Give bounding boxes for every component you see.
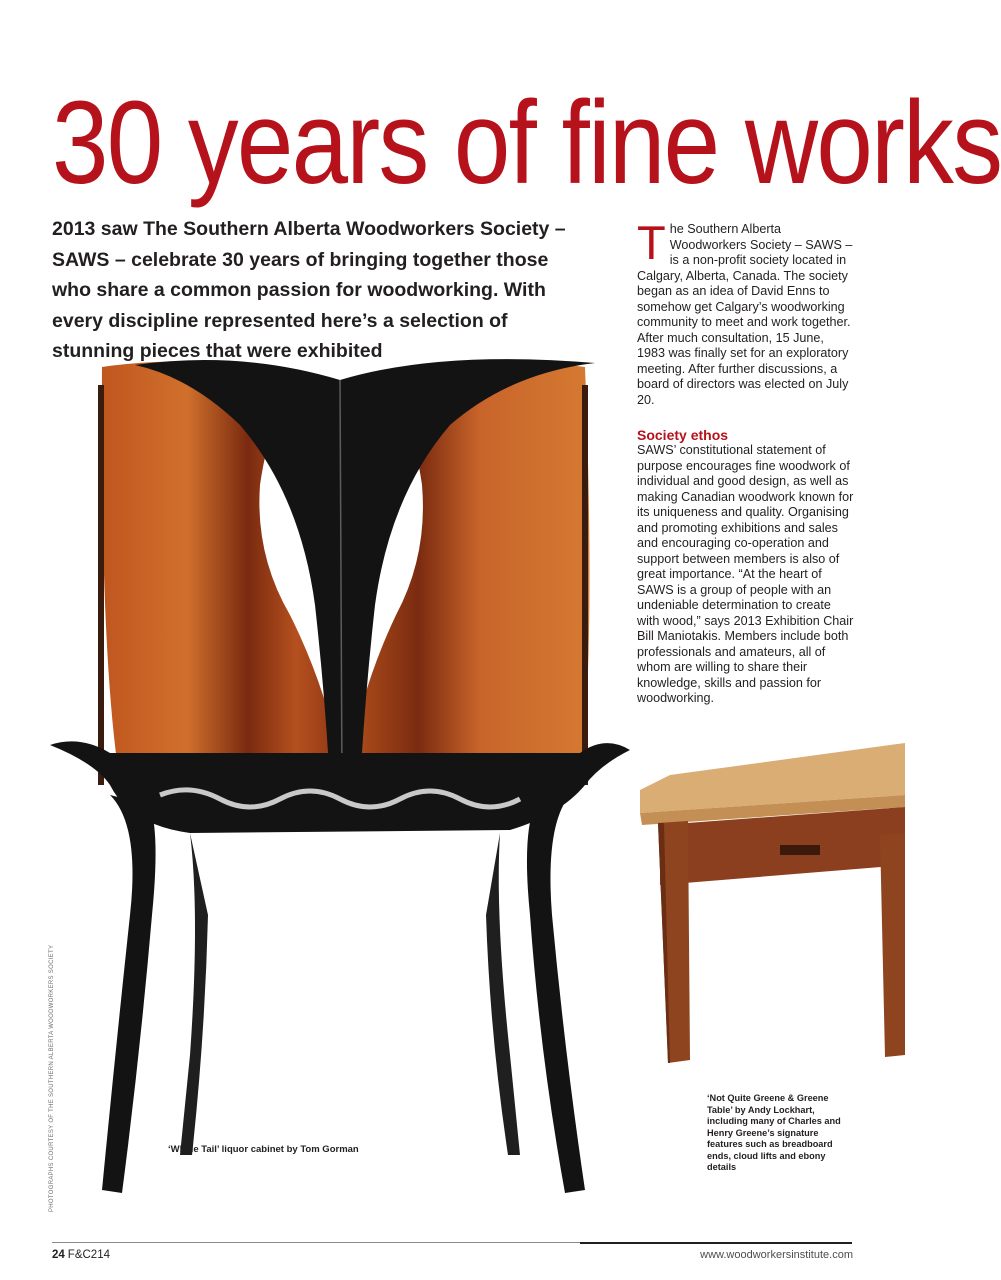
caption-table: ‘Not Quite Greene & Greene Table’ by Andy Lockhart, including many of Charles and Henry Greene’s signature features such as breadboard ends, cloud lifts and ebony details: [707, 1093, 841, 1172]
article-paragraph-1: he Southern Alberta Woodworkers Society – SAWS – is a non-profit society located in Calgary, Alberta, Canada. The society began as an idea of David Enns to somehow get Calgary’s woodworking community to meet and work together. After much consultation, 15 June, 1983 was finally set for an exploratory meeting. After further discussions, a board of directors was elected on July 20.: [637, 222, 853, 407]
cabinet-photo: [40, 355, 640, 1205]
article-paragraph-2: SAWS’ constitutional statement of purpose encourages fine woodwork of individual and good design, as well as making Canadian woodwork known for its uniqueness and quality. Organising and promoting exhibitions and sales and encouraging co-operation and support between members is also of great importance. “At the heart of SAWS is a group of people with an undeniable determination to create with wood,” says 2013 Exhibition Chair Bill Maniotakis. Members include both professionals and amateurs, all of whom are willing to share their knowledge, skills and passion for woodworking.: [637, 443, 854, 705]
cabinet-front-left-leg: [102, 795, 156, 1193]
table-photo: [630, 735, 905, 1075]
article-column: [637, 216, 855, 707]
intro-standfirst: 2013 saw The Southern Alberta Woodworkers Society – SAWS – celebrate 30 years of bringing together those who share a common passion for woodworking. With every discipline represented here’s a selection of stunning pieces that were exhibited: [52, 218, 566, 362]
subhead-society-ethos: Society ethos: [637, 427, 729, 443]
caption-cabinet: ‘Whale Tail’ liquor cabinet by Tom Gorman: [168, 1144, 359, 1155]
issue-label: F&C214: [67, 1249, 110, 1261]
footer-folio: [52, 1249, 110, 1261]
page-number: 24: [52, 1249, 65, 1261]
photo-credit: PHOTOGRAPHS COURTESY OF THE SOUTHERN ALBERTA WOODWORKERS SOCIETY: [49, 944, 55, 1212]
footer-rule-accent: [580, 1242, 852, 1244]
page-title: 30 years of fine works: [52, 77, 1001, 209]
table-leg-right: [880, 833, 905, 1057]
footer-url[interactable]: www.woodworkersinstitute.com: [700, 1249, 853, 1261]
drop-cap: T: [637, 216, 666, 269]
cabinet-front-right-leg: [527, 795, 585, 1193]
